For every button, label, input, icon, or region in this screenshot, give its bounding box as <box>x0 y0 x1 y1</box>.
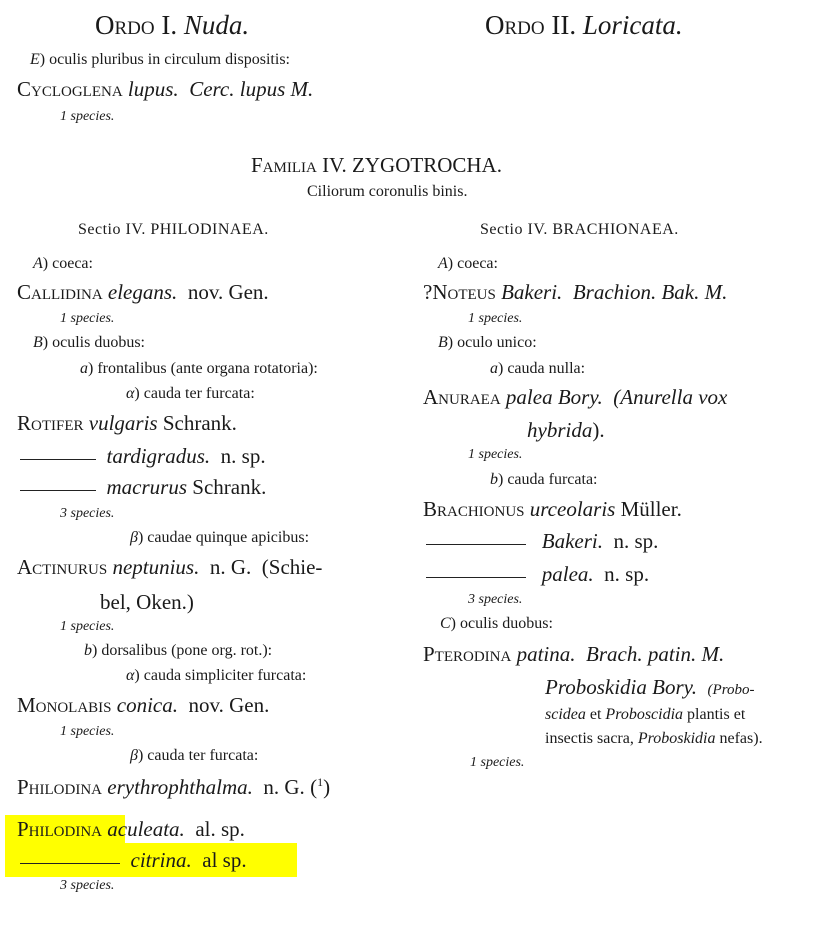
synonym: (Anurella vox <box>613 385 728 409</box>
callidina-entry: Callidina elegans. nov. Gen. <box>17 280 269 304</box>
genus-name: Callidina <box>17 280 103 304</box>
genus-name: Monolabis <box>17 693 112 717</box>
species-name: conica. <box>116 693 178 717</box>
species-count: 1 species. <box>470 755 525 770</box>
synonym: Proboskidia Bory. <box>545 675 698 699</box>
species-name: Bakeri. <box>501 280 563 304</box>
species-name: patina. <box>516 642 576 666</box>
ditto-dash <box>20 459 96 460</box>
species-count: 3 species. <box>60 878 115 893</box>
actinurus-entry-cont: bel, Oken.) <box>100 590 194 614</box>
left-beta-1: β) caudae quinque apicibus: <box>130 529 310 546</box>
species-name: aculeata. <box>107 817 185 841</box>
ditto-dash <box>426 577 526 578</box>
ordo-2-name: Loricata. <box>582 10 683 40</box>
ordo-1-label: Ordo <box>95 10 155 40</box>
tardigradus-entry: tardigradus. n. sp. <box>20 446 266 467</box>
anuraea-entry <box>423 387 727 408</box>
familia-heading: Familia IV. ZYGOTROCHA. <box>251 153 502 177</box>
brachionus-entry: Brachionus urceolaris Müller. <box>423 497 682 521</box>
species-name: citrina. <box>130 848 192 872</box>
genus-name: Noteus <box>432 280 496 304</box>
left-sub-b: b) dorsalibus (pone org. rot.): <box>84 642 273 659</box>
genus-name: Philodina <box>17 817 102 841</box>
sectio-brachionaea-heading: Sectio IV. BRACHIONAEA. <box>480 221 679 238</box>
ordo-2-label: Ordo <box>485 10 545 40</box>
proboskidia-note-line-2: scidea et Proboscidia plantis et <box>545 706 746 723</box>
proboskidia-note-line-3: insectis sacra, Proboskidia nefas). <box>545 730 763 747</box>
ordo-2-heading <box>485 12 683 39</box>
species-name: urceolaris <box>529 497 616 521</box>
species-name: palea. <box>541 562 594 586</box>
philodina-aculeata-entry: Philodina aculeata. al. sp. <box>17 817 245 841</box>
sectio-philodinaea-heading: Sectio IV. PHILODINAEA. <box>78 221 269 238</box>
species-name: lupus. <box>127 77 179 101</box>
right-sub-b: b) cauda furcata: <box>490 471 598 488</box>
genus-name: Cycloglena <box>17 77 123 101</box>
synonym: Cerc. lupus M. <box>189 77 314 101</box>
left-alpha-1: α) cauda ter furcata: <box>126 385 255 402</box>
ordo-1-name: Nuda. <box>183 10 250 40</box>
right-group-b: B) oculo unico: <box>438 334 537 351</box>
genus-name: Rotifer <box>17 411 84 435</box>
species-count: 3 species. <box>60 506 115 521</box>
monolabis-entry: Monolabis conica. nov. Gen. <box>17 693 270 717</box>
species-name: tardigradus. <box>106 444 211 468</box>
brachionus-bakeri-entry: Bakeri. n. sp. <box>426 531 658 552</box>
right-group-c: C) oculis duobus: <box>440 615 553 632</box>
familia-subtitle: Ciliorum coronulis binis. <box>307 183 468 200</box>
left-group-b: B) oculis duobus: <box>33 334 145 351</box>
species-count: 1 species. <box>60 109 115 124</box>
species-count: 1 species. <box>60 724 115 739</box>
synonym: Brach. patin. M. <box>586 642 725 666</box>
ordo-1-number: I. <box>161 10 178 40</box>
ditto-dash <box>426 544 526 545</box>
species-count: 1 species. <box>468 311 523 326</box>
ordo-1-heading <box>95 12 249 39</box>
genus-name: Brachionus <box>423 497 525 521</box>
species-count: 1 species. <box>60 619 115 634</box>
species-name: Bakeri. <box>541 529 603 553</box>
ditto-dash <box>20 490 96 491</box>
species-name: neptunius. <box>112 555 200 579</box>
proboskidia-line: Proboskidia Bory. (Probo- <box>545 675 755 699</box>
left-group-a: A) coeca: <box>33 255 93 272</box>
genus-name: Actinurus <box>17 555 108 579</box>
genus-name: Philodina <box>17 775 102 799</box>
brachionus-palea-entry: palea. n. sp. <box>426 564 649 585</box>
left-beta-2: β) cauda ter furcata: <box>130 747 259 764</box>
noteus-entry: ?Noteus Bakeri. Brachion. Bak. M. <box>423 280 728 304</box>
left-alpha-2: α) cauda simpliciter furcata: <box>126 667 307 684</box>
species-name: macrurus <box>106 475 188 499</box>
right-sub-a: a) cauda nulla: <box>490 360 586 377</box>
species-name: vulgaris <box>88 411 158 435</box>
actinurus-entry: Actinurus neptunius. n. G. (Schie- <box>17 555 323 579</box>
genus-name: Anuraea <box>423 385 501 409</box>
ordo-2-number: II. <box>551 10 577 40</box>
philodina-erythrophthalma-entry: Philodina erythrophthalma. n. G. ($^1$) <box>17 775 331 799</box>
anuraea-entry-cont: hybrida). <box>527 418 605 442</box>
genus-name: Pterodina <box>423 642 512 666</box>
right-group-a: A) coeca: <box>438 255 498 272</box>
footnote-marker: 1 <box>317 775 324 789</box>
pterodina-entry <box>423 644 724 665</box>
rotifer-entry: Rotifer vulgaris Schrank. <box>17 411 237 435</box>
group-e-heading: E) oculis pluribus in circulum dispositis: <box>30 51 290 68</box>
left-sub-a: a) frontalibus (ante organa rotatoria): <box>80 360 318 377</box>
ditto-dash <box>20 863 120 864</box>
macrurus-entry: macrurus Schrank. <box>20 477 266 498</box>
philodina-citrina-entry: citrina. al sp. <box>20 850 247 871</box>
species-name: elegans. <box>107 280 178 304</box>
species-count: 1 species. <box>468 447 523 462</box>
species-name: erythrophthalma. <box>107 775 253 799</box>
cycloglena-entry <box>17 79 313 100</box>
species-name: palea Bory. <box>505 385 603 409</box>
species-count: 3 species. <box>468 592 523 607</box>
species-count: 1 species. <box>60 311 115 326</box>
synonym: Brachion. Bak. M. <box>572 280 728 304</box>
